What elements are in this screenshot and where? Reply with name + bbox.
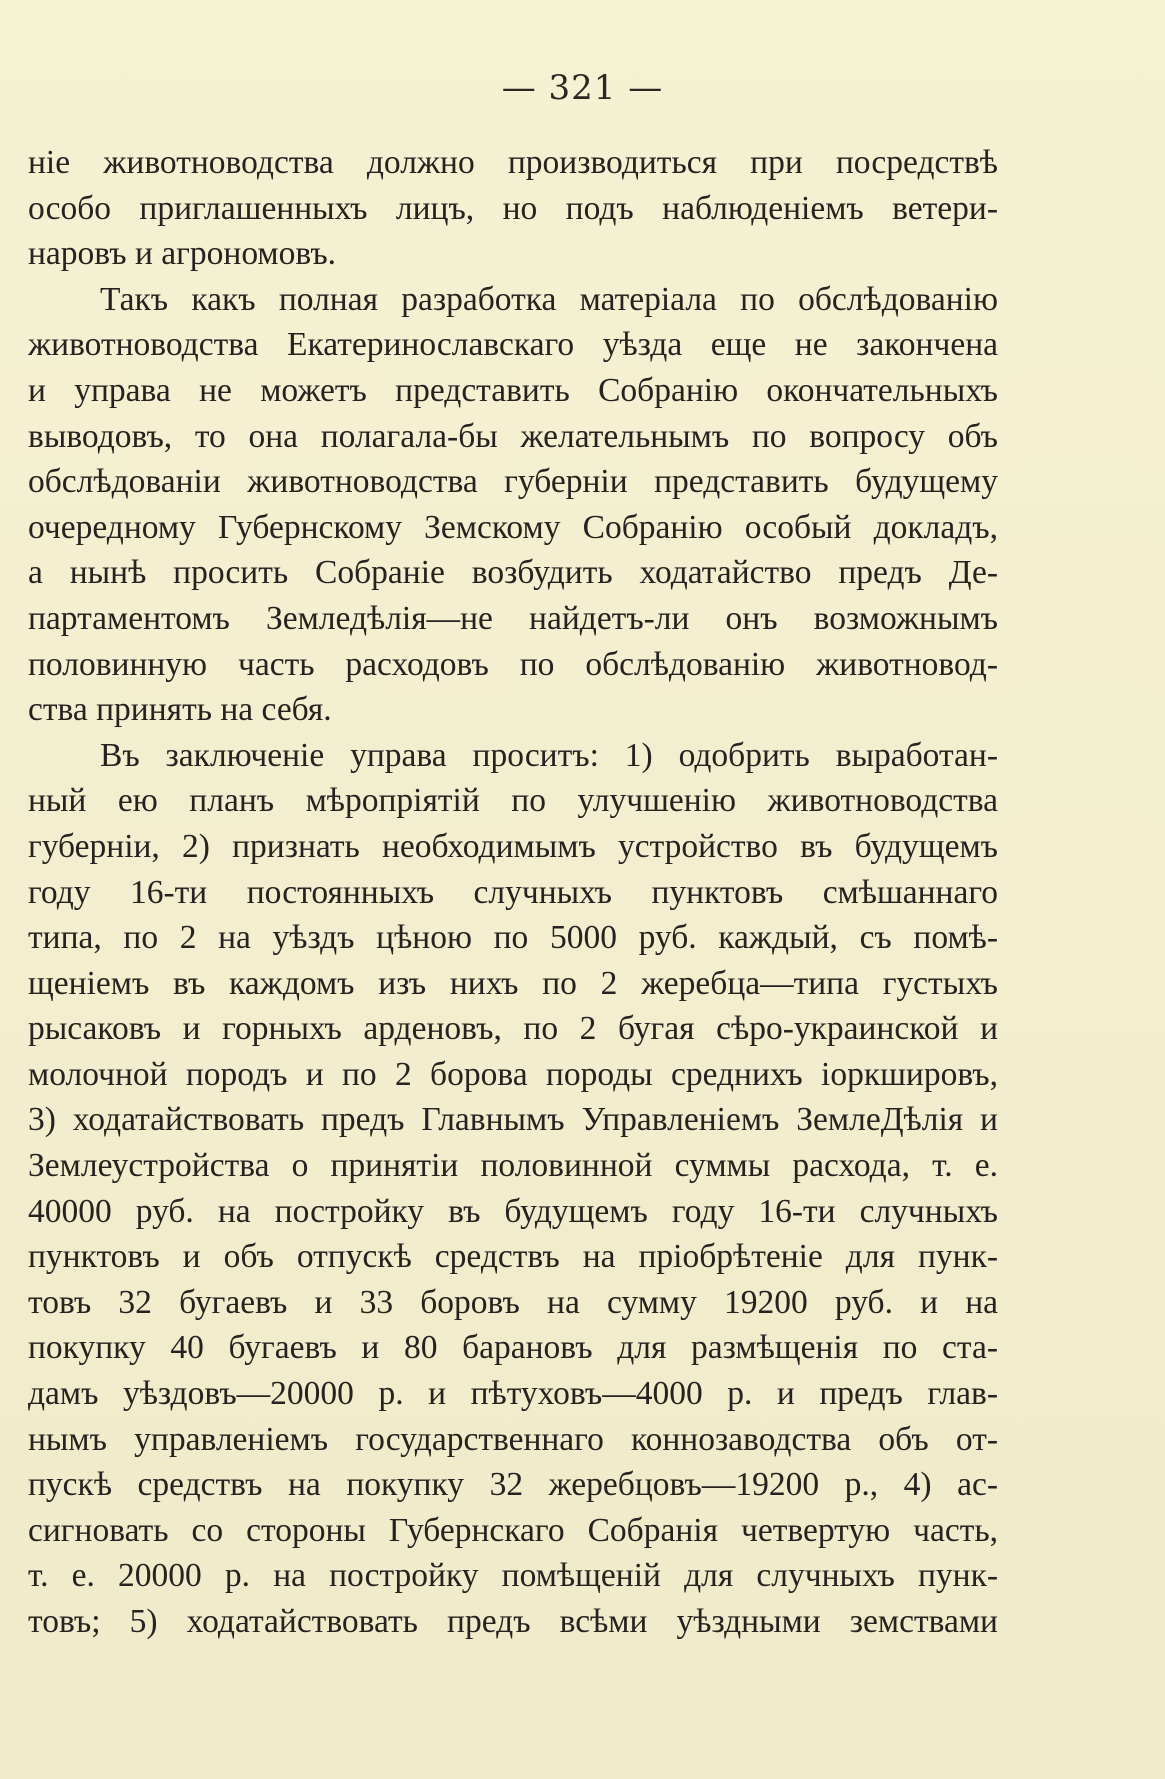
text-line: Землеустройства о принятіи половинной суммы расхода, т. е. (28, 1147, 998, 1185)
text-line: сигновать со стороны Губернскаго Собранія четвертую часть, (28, 1511, 998, 1549)
text-line: пунктовъ и объ отпускѣ средствъ на пріобрѣтеніе для пунк- (28, 1238, 998, 1276)
text-line: наровъ и агрономовъ. (28, 235, 337, 273)
text-line: половинную часть расходовъ по обслѣдованію животновод- (28, 645, 998, 683)
page-number: — 321 — (501, 68, 664, 108)
text-line: 40000 руб. на постройку въ будущемъ году 16-ти случныхъ (28, 1192, 998, 1230)
text-line: губерніи, 2) признать необходимымъ устройство въ будущемъ (28, 827, 998, 865)
text-line: 3) ходатайствовать предъ Главнымъ Управленіемъ ЗемлеДѣлія и (28, 1101, 998, 1139)
text-line: партаментомъ Земледѣлія—не найдетъ-ли онъ возможнымъ (28, 599, 998, 637)
body-text (28, 140, 998, 1645)
text-line: пускѣ средствъ на покупку 32 жеребцовъ—19200 р., 4) ас- (28, 1466, 998, 1504)
text-line: обслѣдованіи животноводства губерніи представить будущему (28, 463, 998, 501)
paragraph-2 (28, 277, 998, 733)
text-line: особо приглашенныхъ лицъ, но подъ наблюденіемъ ветери- (28, 189, 998, 227)
text-line: а нынѣ просить Собраніе возбудить ходатайство предъ Де- (28, 554, 998, 592)
text-line: Такъ какъ полная разработка матеріала по обслѣдованію (100, 280, 998, 318)
text-line: очередному Губернскому Земскому Собранію особый докладъ, (28, 508, 998, 546)
text-line: ный ею планъ мѣропріятій по улучшенію животноводства (28, 782, 998, 820)
text-line: рысаковъ и горныхъ арденовъ, по 2 бугая сѣро-украинской и (28, 1010, 998, 1048)
text-line: товъ 32 бугаевъ и 33 боровъ на сумму 19200 руб. и на (28, 1283, 998, 1321)
text-line: молочной породъ и по 2 борова породы среднихъ іоркшировъ, (28, 1055, 998, 1093)
paragraph-1 (28, 140, 998, 277)
text-line: году 16-ти постоянныхъ случныхъ пунктовъ смѣшаннаго (28, 873, 998, 911)
text-line: нымъ управленіемъ государственнаго коннозаводства объ от- (28, 1420, 998, 1458)
text-line: ніе животноводства должно производиться при посредствѣ (28, 144, 998, 181)
paragraph-3 (28, 733, 998, 1645)
text-line: Въ заключеніе управа проситъ: 1) одобрить выработан- (100, 736, 998, 774)
text-line: товъ; 5) ходатайствовать предъ всѣми уѣздными земствами (28, 1603, 998, 1640)
text-line: выводовъ, то она полагала-бы желательнымъ по вопросу объ (28, 417, 998, 455)
text-line: щеніемъ въ каждомъ изъ нихъ по 2 жеребца—типа густыхъ (28, 964, 998, 1002)
text-line: и управа не можетъ представить Собранію окончательныхъ (28, 371, 998, 409)
text-line: типа, по 2 на уѣздъ цѣною по 5000 руб. каждый, съ помѣ- (28, 919, 998, 957)
text-line: дамъ уѣздовъ—20000 р. и пѣтуховъ—4000 р. и предъ глав- (28, 1375, 998, 1413)
text-line: животноводства Екатеринославскаго уѣзда еще не закончена (28, 326, 998, 364)
text-line: покупку 40 бугаевъ и 80 барановъ для размѣщенія по ста- (28, 1329, 998, 1367)
text-line: т. е. 20000 р. на постройку помѣщеній для случныхъ пунк- (28, 1557, 998, 1595)
text-line: ства принять на себя. (28, 691, 332, 729)
